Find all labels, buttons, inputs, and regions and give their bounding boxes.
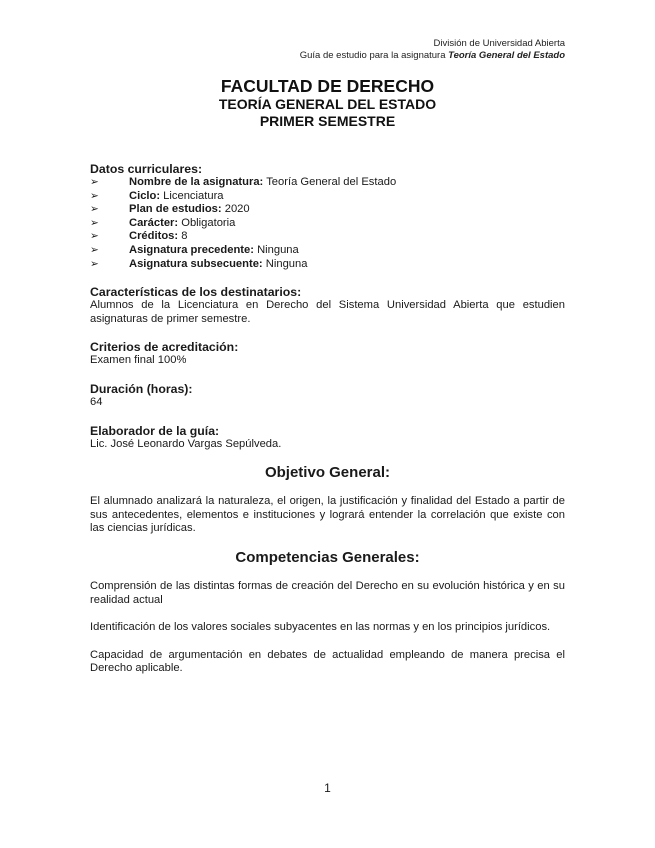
datos-item — [90, 203, 565, 217]
page-number: 1 — [324, 781, 331, 795]
arrow-bullet-icon: ➢ — [90, 243, 99, 256]
competencia-item: Comprensión de las distintas formas de creación del Derecho en su evolución histórica y en su realidad actual — [90, 579, 565, 606]
datos-item — [90, 258, 565, 272]
competencia-item: Capacidad de argumentación en debates de actualidad empleando de manera precisa el Derecho aplicable. — [90, 648, 565, 675]
arrow-bullet-icon: ➢ — [90, 230, 99, 243]
caracteristicas-text: Alumnos de la Licenciatura en Derecho del Sistema Universidad Abierta que estudien asignaturas de primer semestre. — [90, 299, 565, 325]
datos-label: Nombre de la asignatura: — [129, 176, 264, 188]
competencia-item: Identificación de los valores sociales subyacentes en las normas y en los principios jurídicos. — [90, 621, 551, 634]
subject-title: TEORÍA GENERAL DEL ESTADO — [218, 96, 437, 112]
header-division: División de Universidad Abierta — [433, 38, 565, 49]
datos-heading: Datos curriculares: — [90, 162, 203, 176]
competencias-heading: Competencias Generales: — [235, 548, 420, 566]
header-guide — [300, 50, 565, 62]
semester-title: PRIMER SEMESTRE — [259, 113, 396, 129]
datos-label: Plan de estudios: — [129, 203, 222, 216]
datos-value: Licenciatura — [160, 189, 224, 202]
elaborador-heading: Elaborador de la guía: — [90, 423, 220, 438]
criterios-heading: Criterios de acreditación: — [90, 340, 239, 355]
datos-value: 8 — [178, 230, 188, 243]
header-guide-prefix: Guía de estudio para la asignatura — [299, 50, 449, 61]
datos-label: Asignatura precedente: — [129, 243, 254, 256]
datos-label: Asignatura subsecuente: — [129, 257, 263, 270]
title-block — [0, 76, 655, 130]
elaborador-text: Lic. José Leonardo Vargas Sepúlveda. — [90, 437, 282, 450]
datos-value: 2020 — [221, 203, 250, 216]
objetivo-heading: Objetivo General: — [264, 464, 391, 482]
criterios-text: Examen final 100% — [90, 354, 187, 367]
arrow-bullet-icon: ➢ — [90, 257, 99, 270]
datos-label: Créditos: — [129, 230, 179, 243]
arrow-bullet-icon: ➢ — [90, 176, 99, 188]
document-body — [90, 162, 565, 676]
datos-value: Teoría General del Estado — [263, 176, 397, 188]
arrow-bullet-icon: ➢ — [90, 189, 99, 202]
datos-value: Obligatoria — [178, 216, 236, 229]
caracteristicas-heading: Características de los destinatarios: — [90, 285, 302, 300]
datos-item — [90, 190, 565, 204]
datos-item — [90, 176, 565, 190]
datos-value: Ninguna — [253, 243, 299, 256]
header-guide-subject: Teoría General del Estado — [448, 50, 565, 61]
faculty-title: FACULTAD DE DERECHO — [220, 76, 435, 96]
datos-item — [90, 217, 565, 231]
datos-item — [90, 244, 565, 258]
arrow-bullet-icon: ➢ — [90, 203, 99, 216]
datos-label: Carácter: — [129, 216, 179, 229]
datos-label: Ciclo: — [129, 189, 161, 202]
datos-list — [90, 176, 565, 271]
datos-item — [90, 230, 565, 244]
running-header — [300, 38, 565, 62]
datos-value: Ninguna — [262, 257, 308, 270]
duracion-heading: Duración (horas): — [90, 381, 193, 396]
duracion-text: 64 — [90, 395, 103, 408]
arrow-bullet-icon: ➢ — [90, 216, 99, 229]
objetivo-text: El alumnado analizará la naturaleza, el origen, la justificación y finalidad del Estado a partir de sus antecedentes, elementos e instituciones y logrará entender la correlación que existe con las ciencias jurídicas. — [90, 495, 565, 535]
